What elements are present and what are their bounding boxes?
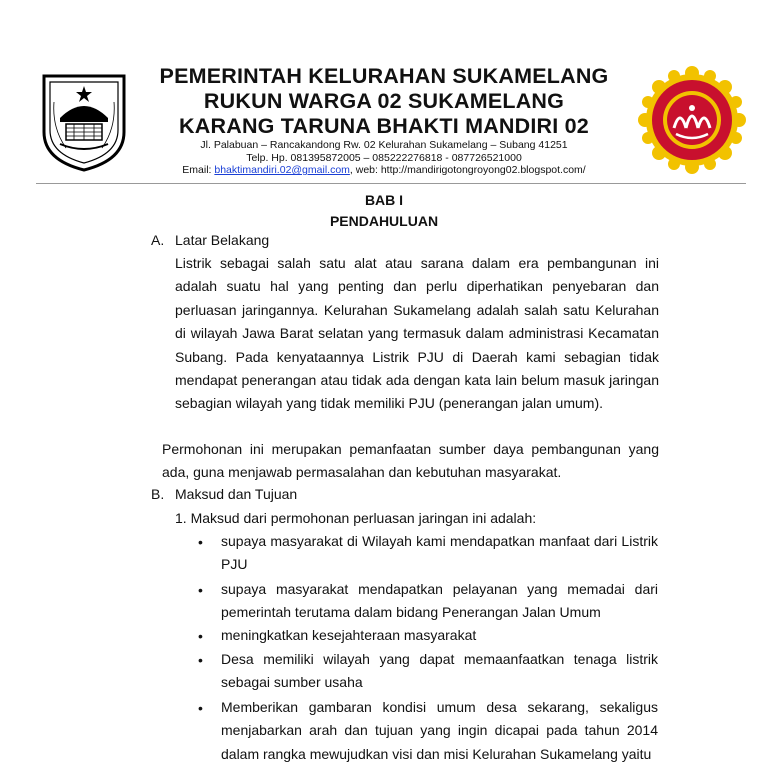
email-label: Email:: [182, 164, 215, 176]
letterhead-divider: [36, 183, 746, 184]
phone-line: Telp. Hp. 081395872005 – 085222276818 - 087726521000: [246, 151, 522, 164]
karang-taruna-logo: [636, 64, 748, 176]
contact-line: [130, 164, 638, 177]
bullet-item: meningkatkan kesejahteraan masyarakat: [221, 627, 477, 643]
address-line: Jl. Palabuan – Rancakandong Rw. 02 Kelurahan Sukamelang – Subang 41251: [200, 139, 568, 151]
section-b-subheading: 1. Maksud dari permohonan perluasan jaringan ini adalah:: [175, 510, 537, 526]
kabupaten-emblem-icon: [38, 72, 130, 172]
section-b-heading: Maksud dan Tujuan: [175, 486, 298, 502]
letterhead-line-1: PEMERINTAH KELURAHAN SUKAMELANG: [159, 64, 609, 88]
chapter-title: PENDAHULUAN: [329, 213, 439, 229]
section-a-paragraph-2: Permohonan ini merupakan pemanfaatan sumber daya pembangunan yang ada, guna menjawab permasalahan dan kebutuhan masyarakat.: [162, 441, 659, 481]
karang-taruna-icon: [636, 64, 748, 176]
email-link[interactable]: bhaktimandiri.02@gmail.com: [214, 164, 350, 176]
letterhead: [130, 64, 638, 177]
letterhead-line-2: RUKUN WARGA 02 SUKAMELANG: [203, 89, 565, 113]
web-text: , web: http://mandirigotongroyong02.blogspot.com/: [349, 164, 586, 176]
bullet-item: supaya masyarakat di Wilayah kami mendapatkan manfaat dari Listrik PJU: [221, 533, 658, 573]
section-b-marker: B.: [151, 486, 165, 502]
bullet-item: Memberikan gambaran kondisi umum desa sekarang, sekaligus menjabarkan arah dan tujuan yang ingin dicapai pada tahun 2014 dalam rangka mewujudkan visi dan misi Kelurahan Sukamelang yaitu: [221, 699, 658, 762]
bullet-item: Desa memiliki wilayah yang dapat memaanfaatkan tenaga listrik sebagai sumber usaha: [221, 651, 658, 691]
bullet-item: supaya masyarakat mendapatkan pelayanan yang memadai dari pemerintah terutama dalam bidang Penerangan Jalan Umum: [221, 581, 658, 621]
bullet-icon: •: [198, 534, 203, 550]
section-a-marker: A.: [151, 232, 165, 248]
letterhead-line-3: KARANG TARUNA BHAKTI MANDIRI 02: [179, 114, 589, 138]
bullet-icon: •: [198, 582, 203, 598]
section-a-paragraph: Listrik sebagai salah satu alat atau sarana dalam era pembangunan ini adalah suatu hal yang penting dan perlu diperhatikan penyebaran dan perluasan jaringannya. Kelurahan Sukamelang adalah salah satu Kelurahan di wilayah Jawa Barat selatan yang termasuk dalam administrasi Kecamatan Subang. Pada kenyataannya Listrik PJU di Daerah kami sebagian tidak mendapat penerangan atau tidak ada dengan kata lain belum masuk jaringan sebagian wilayah yang tidak memiliki PJU (penerangan jalan umum).: [175, 255, 659, 412]
section-a-heading: Latar Belakang: [175, 232, 270, 248]
bullet-icon: •: [198, 652, 203, 668]
kabupaten-emblem-logo: [38, 72, 130, 172]
chapter-number: BAB I: [364, 192, 404, 208]
bullet-icon: •: [198, 628, 203, 644]
bullet-icon: •: [198, 700, 203, 716]
